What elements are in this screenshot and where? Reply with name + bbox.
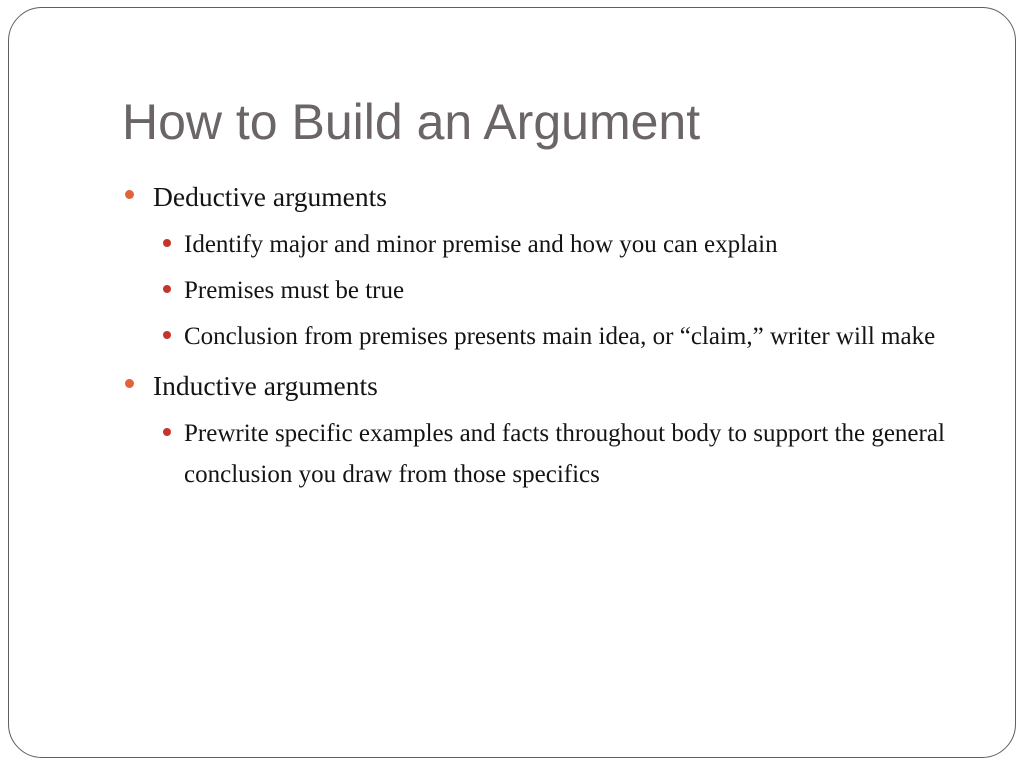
sub-bullet-list [153, 413, 982, 495]
bullet-dot-icon [163, 239, 171, 247]
bullet-dot-icon [163, 331, 171, 339]
sub-bullet-item [153, 413, 982, 495]
bullet-label: Inductive arguments [153, 370, 378, 401]
sub-bullet-item [153, 224, 982, 265]
bullet-list [122, 178, 982, 505]
bullet-label: Deductive arguments [153, 181, 387, 212]
sub-bullet-text: Conclusion from premises presents main idea, or “claim,” writer will make [184, 323, 936, 350]
sub-bullet-item [153, 316, 982, 357]
bullet-deductive-arguments [122, 178, 982, 357]
bullet-dot-icon [125, 190, 134, 199]
sub-bullet-item [153, 270, 982, 311]
sub-bullet-text: Identify major and minor premise and how you can explain [184, 231, 778, 258]
slide-frame [8, 7, 1016, 758]
sub-bullet-text: Prewrite specific examples and facts throughout body to support the general conclusion you draw from those specifics [184, 420, 945, 488]
slide-title: How to Build an Argument [122, 94, 701, 150]
bullet-dot-icon [125, 379, 134, 388]
bullet-dot-icon [163, 428, 171, 436]
bullet-inductive-arguments [122, 367, 982, 495]
sub-bullet-text: Premises must be true [184, 277, 405, 304]
bullet-dot-icon [163, 285, 171, 293]
sub-bullet-list [153, 224, 982, 357]
